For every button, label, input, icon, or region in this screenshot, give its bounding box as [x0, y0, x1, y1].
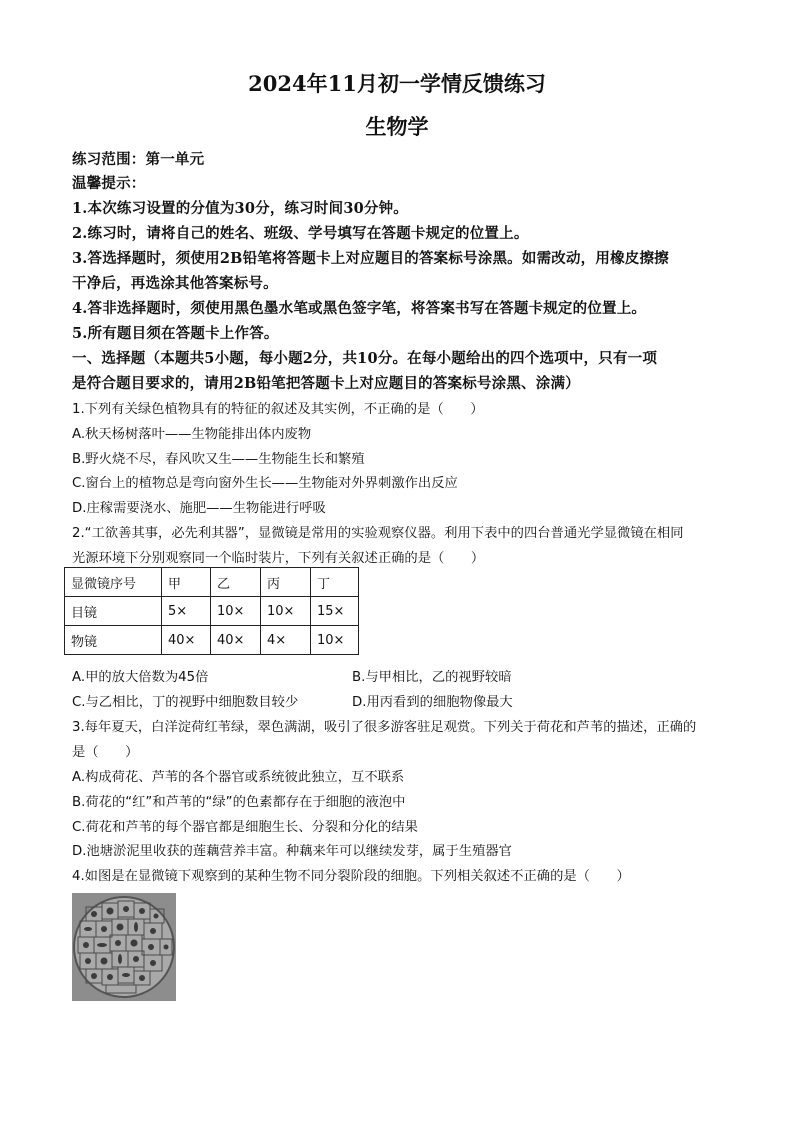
table-cell: 40×	[211, 626, 261, 655]
question-3-option-b: B.荷花的“红”和芦苇的“绿”的色素都存在于细胞的液泡中	[72, 795, 406, 810]
question-3-option-c: C.荷花和芦苇的每个器官都是细胞生长、分裂和分化的结果	[72, 820, 418, 835]
table-cell: 10×	[311, 626, 359, 655]
question-3-stem-continued: 是（ ）	[72, 745, 139, 760]
tip-item: 2.练习时，请将自己的姓名、班级、学号填写在答题卡规定的位置上。	[72, 225, 529, 242]
question-1-stem: 1.下列有关绿色植物具有的特征的叙述及其实例，不正确的是（ ）	[72, 402, 484, 417]
question-2-stem-continued: 光源环境下分别观察同一个临时装片，下列有关叙述正确的是（ ）	[72, 551, 485, 566]
table-cell: 4×	[261, 626, 311, 655]
question-1-option-a: A.秋天杨树落叶——生物能排出体内废物	[72, 427, 312, 442]
section-heading-continued: 是符合题目要求的，请用2B铅笔把答题卡上对应题目的答案标号涂黑、涂满）	[72, 375, 580, 392]
practice-scope: 练习范围：第一单元	[72, 151, 205, 168]
table-cell: 40×	[162, 626, 211, 655]
table-cell: 10×	[261, 597, 311, 626]
table-row	[65, 626, 359, 655]
table-row	[65, 597, 359, 626]
table-header-cell: 丙	[261, 568, 311, 597]
table-cell: 目镜	[65, 597, 162, 626]
micrograph-image	[72, 893, 176, 1001]
microscope-table	[64, 567, 359, 655]
tip-item: 4.答非选择题时，须使用黑色墨水笔或黑色签字笔，将答案书写在答题卡规定的位置上。	[72, 300, 647, 317]
table-cell: 10×	[211, 597, 261, 626]
table-header-row	[65, 568, 359, 597]
question-1-option-d: D.庄稼需要浇水、施肥——生物能进行呼吸	[72, 501, 326, 516]
table-cell: 物镜	[65, 626, 162, 655]
table-header-cell: 显微镜序号	[65, 568, 162, 597]
question-4-stem: 4.如图是在显微镜下观察到的某种生物不同分裂阶段的细胞。下列相关叙述不正确的是（ ）	[72, 869, 630, 884]
tip-item: 5.所有题目须在答题卡上作答。	[72, 325, 279, 342]
tips-heading: 温馨提示：	[72, 175, 146, 192]
question-2-option-d: D.用丙看到的细胞物像最大	[352, 695, 513, 710]
table-header-cell: 丁	[311, 568, 359, 597]
question-2-stem: 2.“工欲善其事，必先利其器”，显微镜是常用的实验观察仪器。利用下表中的四台普通光学显微镜在相同	[72, 526, 684, 541]
table-cell: 15×	[311, 597, 359, 626]
question-1-option-c: C.窗台上的植物总是弯向窗外生长——生物能对外界刺激作出反应	[72, 476, 458, 491]
table-header-cell: 乙	[211, 568, 261, 597]
subject-title: 生物学	[365, 114, 429, 139]
section-heading: 一、选择题（本题共5小题，每小题2分，共10分。在每小题给出的四个选项中，只有一项	[72, 350, 658, 367]
question-2-option-c: C.与乙相比，丁的视野中细胞数目较少	[72, 695, 299, 710]
tip-item: 干净后，再选涂其他答案标号。	[72, 275, 278, 292]
table-cell: 5×	[162, 597, 211, 626]
question-2-option-b: B.与甲相比，乙的视野较暗	[352, 670, 512, 685]
question-1-option-b: B.野火烧不尽，春风吹又生——生物能生长和繁殖	[72, 452, 365, 467]
question-3-stem: 3.每年夏天，白洋淀荷红苇绿，翠色满湖，吸引了很多游客驻足观赏。下列关于荷花和芦苇的描述，正确的	[72, 720, 697, 735]
question-3-option-d: D.池塘淤泥里收获的莲藕营养丰富。种藕来年可以继续发芽，属于生殖器官	[72, 844, 512, 859]
question-3-option-a: A.构成荷花、芦苇的各个器官或系统彼此独立，互不联系	[72, 770, 405, 785]
tip-item: 3.答选择题时，须使用2B铅笔将答题卡上对应题目的答案标号涂黑。如需改动，用橡皮擦擦	[72, 250, 669, 267]
table-header-cell: 甲	[162, 568, 211, 597]
cell-division-micrograph	[72, 893, 176, 1001]
exam-title: 2024年11月初一学情反馈练习	[248, 71, 546, 96]
question-2-option-a: A.甲的放大倍数为45倍	[72, 670, 209, 685]
tip-item: 1.本次练习设置的分值为30分，练习时间30分钟。	[72, 200, 408, 217]
